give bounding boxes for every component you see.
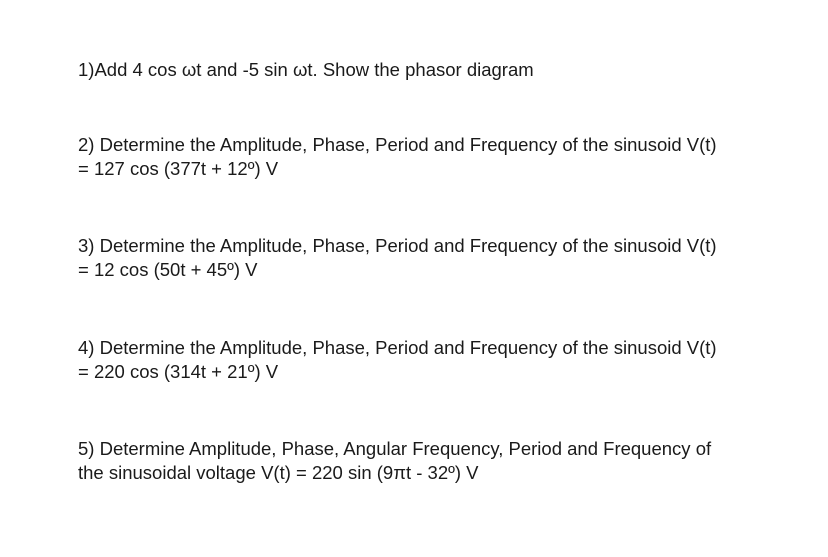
question-3-line-2: = 12 cos (50t + 45º) V [78,259,258,280]
question-1 [78,58,783,82]
question-3-line-1: 3) Determine the Amplitude, Phase, Period and Frequency of the sinusoid V(t) [78,235,717,256]
question-1-text: 1)Add 4 cos ωt and -5 sin ωt. Show the phasor diagram [78,59,534,80]
question-4 [78,336,783,384]
question-5-line-2: the sinusoidal voltage V(t) = 220 sin (9πt - 32º) V [78,462,479,483]
question-2-line-2: = 127 cos (377t + 12º) V [78,158,279,179]
question-4-line-2: = 220 cos (314t + 21º) V [78,361,279,382]
question-2 [78,133,783,181]
question-5 [78,437,783,485]
question-4-line-1: 4) Determine the Amplitude, Phase, Period and Frequency of the sinusoid V(t) [78,337,717,358]
question-2-line-1: 2) Determine the Amplitude, Phase, Period and Frequency of the sinusoid V(t) [78,134,717,155]
question-5-line-1: 5) Determine Amplitude, Phase, Angular Frequency, Period and Frequency of [78,438,712,459]
question-3 [78,234,783,282]
